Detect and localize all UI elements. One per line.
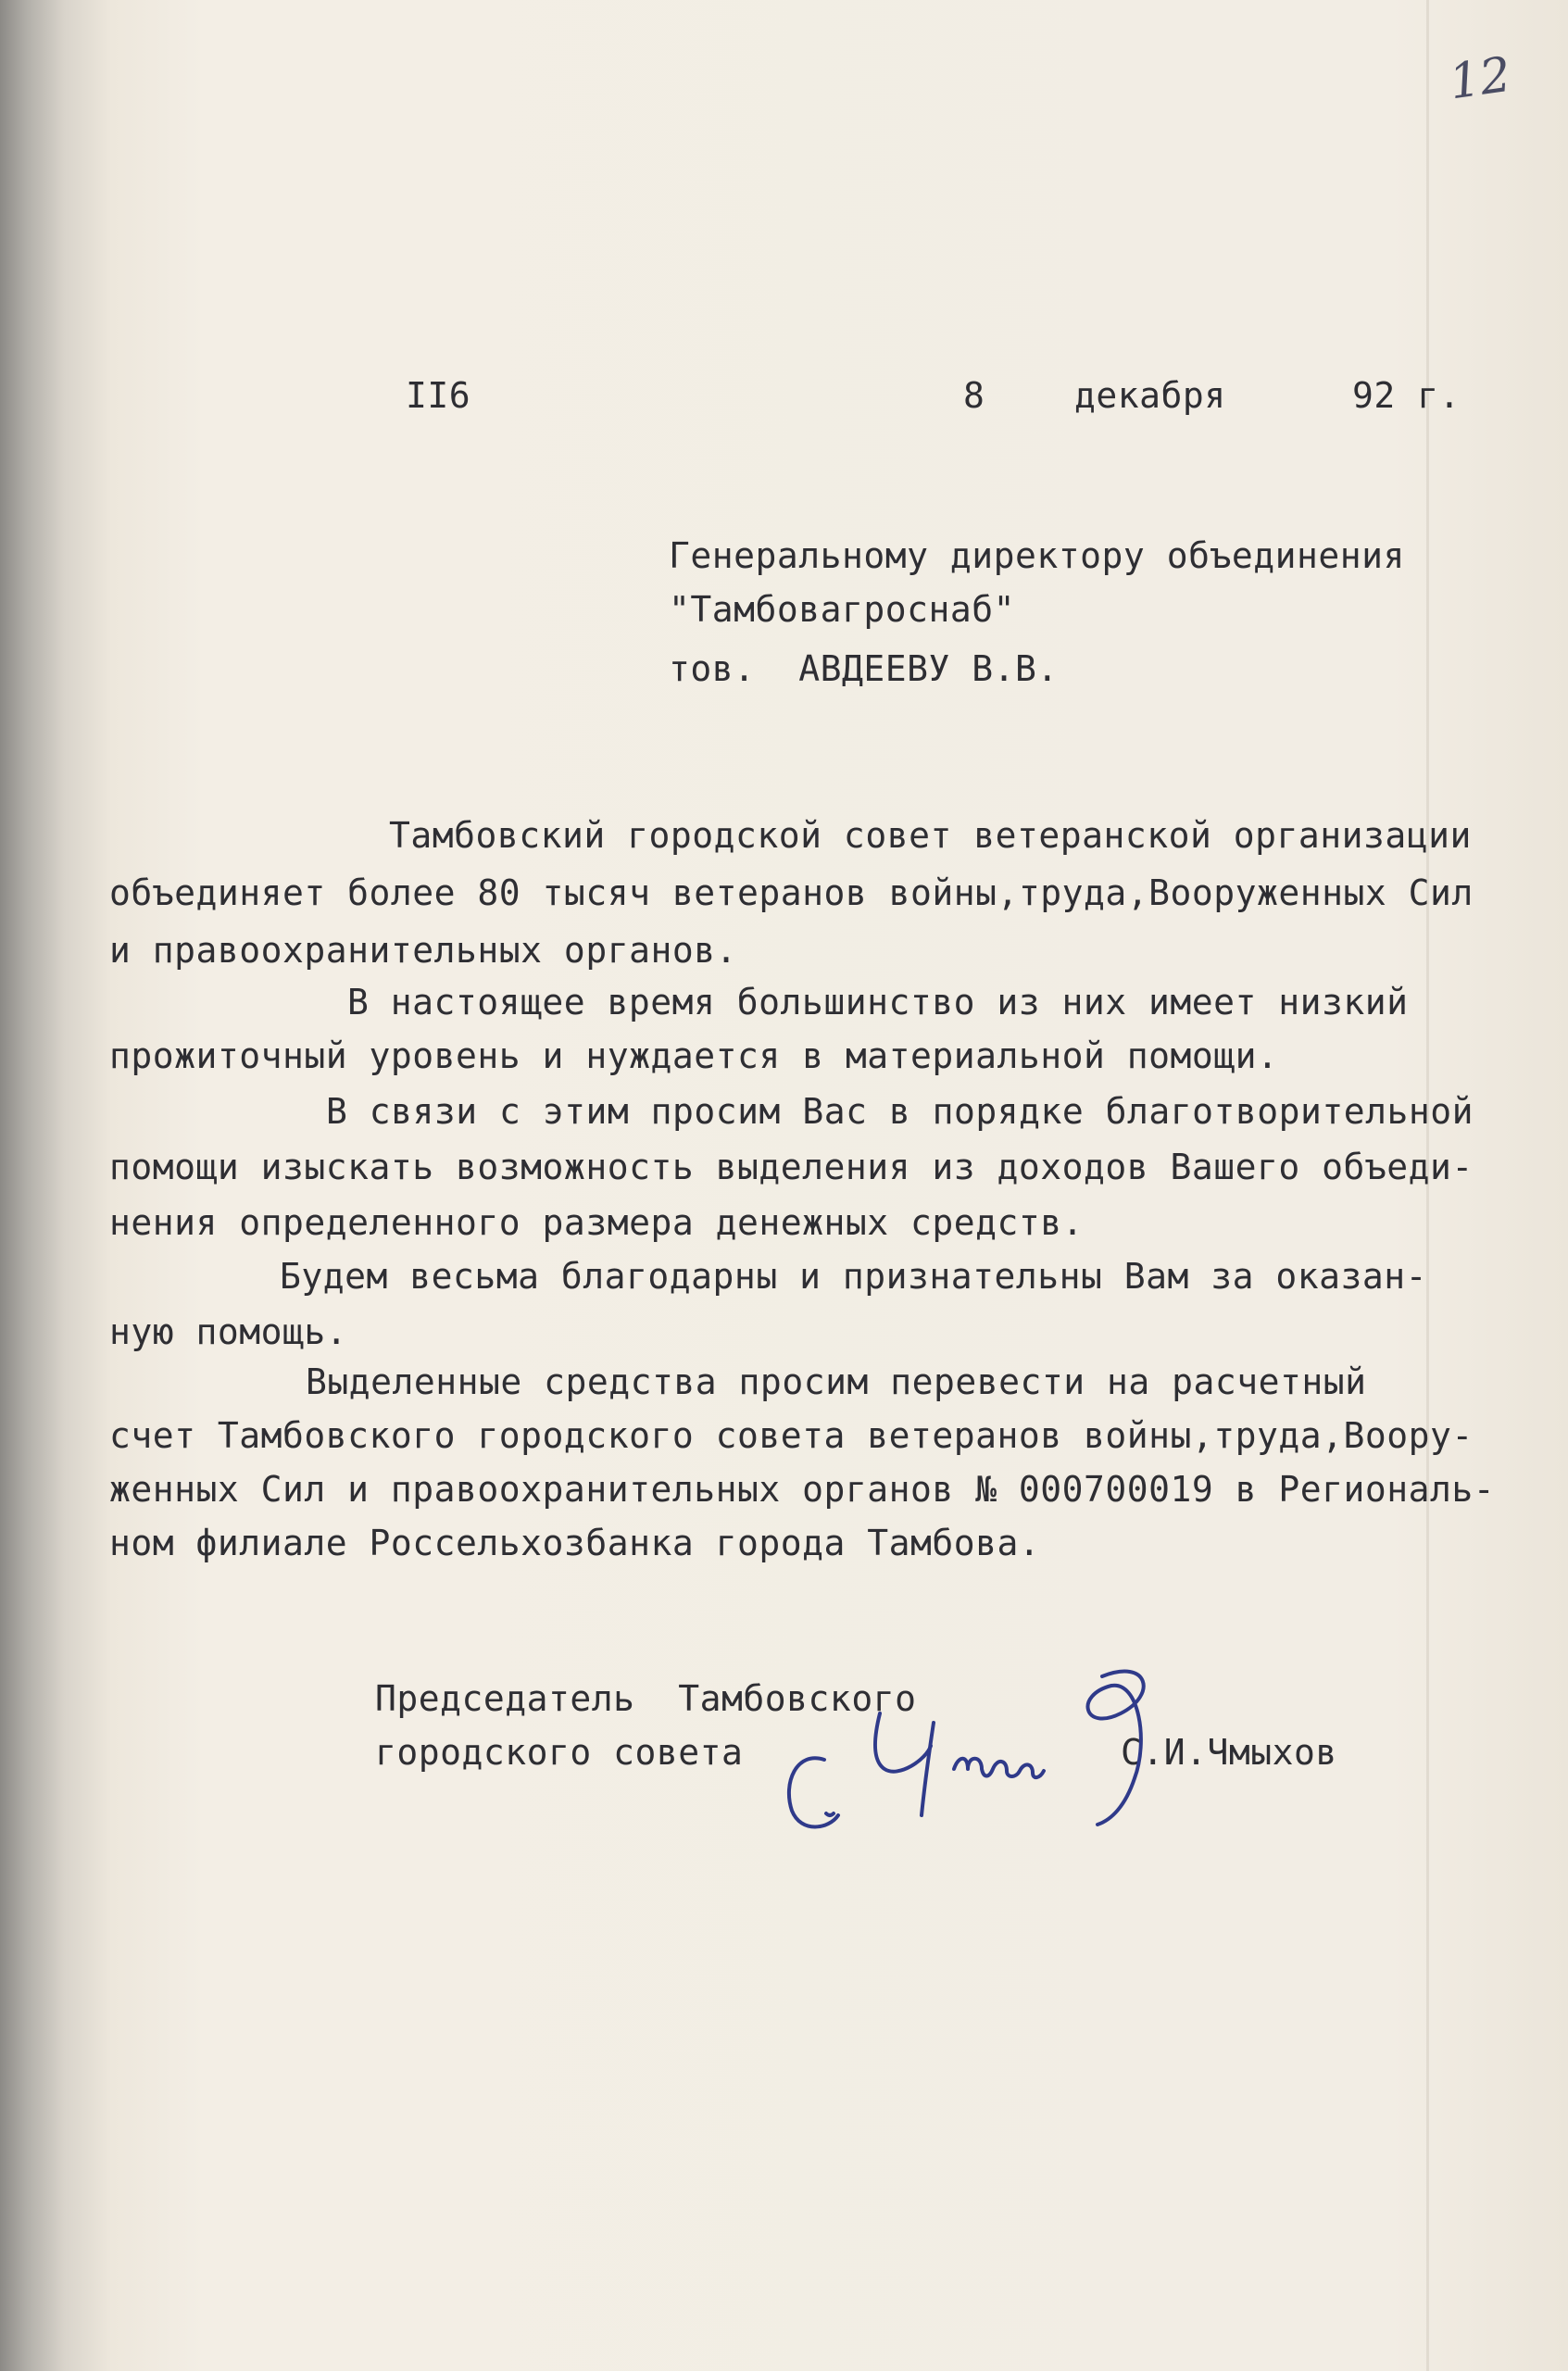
signatory-name: С.И.Чмыхов	[1121, 1732, 1337, 1773]
date-day: 8	[963, 375, 985, 416]
archive-page-number: 12	[1446, 46, 1515, 111]
body-line: прожиточный уровень и нуждается в материальной помощи.	[109, 1035, 1279, 1076]
body-line: ном филиале Россельхозбанка города Тамбова.	[109, 1523, 1041, 1563]
body-line: и правоохранительных органов.	[109, 930, 737, 971]
signatory-title-line-1: Председатель Тамбовского	[375, 1678, 917, 1719]
body-line: объединяет более 80 тысяч ветеранов войны,труда,Вооруженных Сил	[109, 872, 1474, 913]
body-line: женных Сил и правоохранительных органов № 000700019 в Региональ-	[109, 1469, 1496, 1510]
body-line: В связи с этим просим Вас в порядке благотворительной	[326, 1091, 1474, 1132]
date-month: декабря	[1074, 375, 1226, 416]
document-number: II6	[406, 375, 471, 416]
addressee-line-1: Генеральному директору объединения	[669, 535, 1405, 576]
addressee-line-3: тов. АВДЕЕВУ В.В.	[669, 648, 1059, 689]
body-line: счет Тамбовского городского совета ветеранов войны,труда,Воору-	[109, 1415, 1474, 1456]
body-line: В настоящее время большинство из них имеет низкий	[347, 982, 1409, 1022]
body-line: ную помощь.	[109, 1311, 348, 1352]
body-line: нения определенного размера денежных средств.	[109, 1202, 1085, 1243]
signatory-title-line-2: городского совета	[375, 1732, 744, 1773]
handwritten-signature	[769, 1658, 1232, 1843]
body-line: Выделенные средства просим перевести на расчетный	[306, 1361, 1367, 1402]
body-line: помощи изыскать возможность выделения из доходов Вашего объеди-	[109, 1147, 1474, 1187]
date-year: 92 г.	[1352, 375, 1461, 416]
body-line: Тамбовский городской совет ветеранской организации	[389, 815, 1472, 856]
addressee-line-2: "Тамбовагроснаб"	[669, 589, 1016, 630]
body-line: Будем весьма благодарны и признательны Вам за оказан-	[280, 1256, 1428, 1297]
